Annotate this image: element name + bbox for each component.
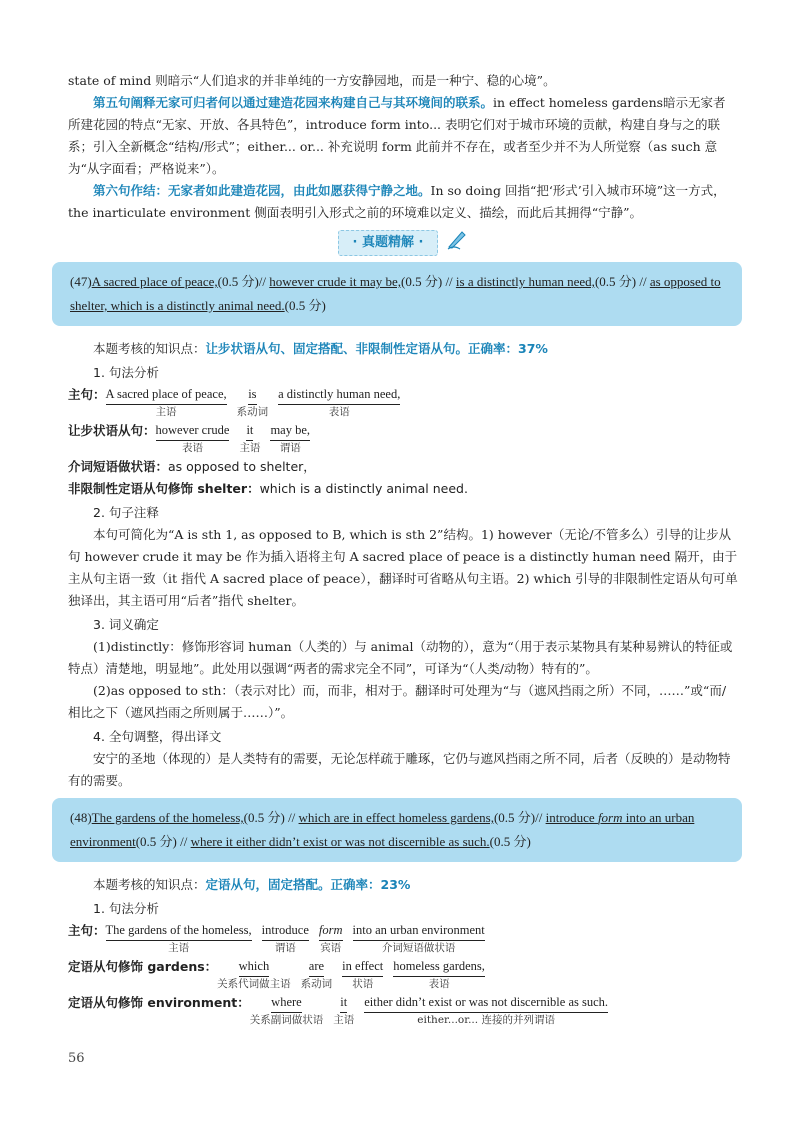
syntax-word: is xyxy=(248,384,256,405)
syntax-role: 主语 xyxy=(155,406,177,418)
syntax-text: as opposed to shelter， xyxy=(168,459,316,474)
syntax-word: where xyxy=(271,992,302,1013)
q48-main-clause-row xyxy=(68,920,738,956)
syntax-cell xyxy=(393,956,485,991)
syntax-cell xyxy=(239,420,260,455)
q47-prep-line xyxy=(68,456,738,478)
syntax-word: form xyxy=(319,920,343,941)
q47-mark-3: (0.5 分) // xyxy=(594,274,647,289)
paragraph-5-heading: 第五句阐释无家可归者何以通过建造花园来构建自己与其环境间的联系。 xyxy=(93,95,494,110)
syntax-cell xyxy=(262,920,309,955)
row-label: 介词短语做状语： xyxy=(68,459,169,474)
q47-heading-4: 4. 全句调整，得出译文 xyxy=(93,729,222,744)
q47-concessive-row xyxy=(68,420,738,456)
section-banner-label: · 真题精解 · xyxy=(338,230,439,256)
q47-mark-4: (0.5 分) xyxy=(284,298,326,313)
q47-mark-2: (0.5 分) // xyxy=(401,274,453,289)
syntax-word: either didn’t exist or was not discernible as such. xyxy=(364,992,608,1013)
q48-segment-1: The gardens of the homeless, xyxy=(91,810,244,825)
q48-knowledge-point xyxy=(68,874,738,896)
syntax-cell xyxy=(270,420,310,455)
syntax-role: 主语 xyxy=(333,1014,355,1026)
syntax-role: 关系代词做主语 xyxy=(217,978,291,990)
q48-heading-1: 1. 句法分析 xyxy=(93,901,159,916)
q47-heading-1: 1. 句法分析 xyxy=(93,365,159,380)
page-content xyxy=(68,70,738,1028)
syntax-word: a distinctly human need, xyxy=(278,384,400,405)
syntax-cell xyxy=(237,384,269,419)
q48-mark-4: (0.5 分) xyxy=(489,834,531,849)
q48-mark-2: (0.5 分)// xyxy=(493,810,543,825)
syntax-cell xyxy=(278,384,400,419)
syntax-word: A sacred place of peace, xyxy=(106,384,227,405)
syntax-cell xyxy=(319,920,343,955)
syntax-role: 谓语 xyxy=(274,942,296,954)
row-label: 定语从句修饰 gardens： xyxy=(68,959,218,974)
q47-segment-1: A sacred place of peace, xyxy=(91,274,218,289)
syntax-role: 介词短语做状语 xyxy=(381,942,456,954)
question-48-box xyxy=(52,798,742,862)
paragraph-6-heading: 第六句作结：无家者如此建造花园，由此如愿获得宁静之地。 xyxy=(93,183,431,198)
q48-segment-3a: introduce xyxy=(545,810,598,825)
q47-mark-1: (0.5 分)// xyxy=(217,274,267,289)
pen-icon xyxy=(446,228,468,257)
kp-prefix: 本题考核的知识点： xyxy=(93,877,206,892)
q48-segment-4: where it either didn’t exist or was not discernible as such. xyxy=(190,834,490,849)
row-label: 主句： xyxy=(68,387,106,402)
q47-knowledge-point xyxy=(68,338,738,360)
row-label: 定语从句修饰 environment： xyxy=(68,995,250,1010)
syntax-word: it xyxy=(340,992,347,1013)
section-banner xyxy=(68,228,738,254)
q48-environment-clause-row xyxy=(68,992,738,1028)
q47-nrc-line xyxy=(68,478,738,500)
q48-segment-3b: into an urban environment xyxy=(70,810,695,849)
syntax-cell xyxy=(250,992,324,1027)
accuracy-rate: 37% xyxy=(518,341,548,356)
syntax-role: either...or... 连接的并列谓语 xyxy=(417,1014,555,1026)
q47-word-1: (1)distinctly：修饰形容词 human（人类的）与 animal（动物的），意为“（用于表示某物具有某种易辨认的特征或特点）清楚地，明显地”。此处用以强调“两者的需求完全不同”，可译为“（人类/动物）特有的”。 xyxy=(68,639,733,676)
syntax-role: 状语 xyxy=(352,978,374,990)
syntax-cell xyxy=(217,956,291,991)
syntax-role: 表语 xyxy=(428,978,450,990)
q48-mark-1: (0.5 分) // xyxy=(243,810,296,825)
paragraph-6 xyxy=(68,180,738,224)
q48-segment-2: which are in effect homeless gardens, xyxy=(298,810,494,825)
syntax-cell xyxy=(333,992,354,1027)
syntax-role: 表语 xyxy=(181,442,203,454)
syntax-role: 系动词 xyxy=(236,406,269,418)
accuracy-rate: 23% xyxy=(380,877,411,892)
kp-prefix: 本题考核的知识点： xyxy=(93,341,206,356)
q48-gardens-clause-row xyxy=(68,956,738,992)
syntax-cell xyxy=(156,420,230,455)
paragraph-6-body: In so doing 回指“把‘形式’引入城市环境”这一方式，the inarticulate environment 侧面表明引入形式之前的环境难以定义、描绘，而此后其拥得“宁静”。 xyxy=(68,183,726,220)
paragraph-5-body: in effect homeless gardens暗示无家者所建花园的特点“无家、开放、各具特色”，introduce form into... 表明它们对于城市环境的贡献，构建自身与之的联系；引入全新概念“结构/形式”；either... or... 补充说明 form 此前并不存在，或者至少并不为人所觉察（as such 意为“从字面看；严格说来”）。 xyxy=(68,95,726,176)
paragraph-5 xyxy=(68,92,738,180)
q48-mark-3: (0.5 分) // xyxy=(135,834,188,849)
syntax-cell xyxy=(106,384,227,419)
q48-form-word: form xyxy=(597,810,623,825)
paragraph-line: state of mind 则暗示“人们追求的并非单纯的一方安静园地，而是一种宁、稳的心境”。 xyxy=(68,73,556,88)
syntax-word: are xyxy=(309,956,324,977)
syntax-role: 系动词 xyxy=(300,978,333,990)
syntax-word: however crude xyxy=(156,420,230,441)
question-47-box xyxy=(52,262,742,326)
q47-number: (47) xyxy=(70,274,92,289)
syntax-role: 关系副词做状语 xyxy=(249,1014,324,1026)
page-number: 56 xyxy=(68,1051,85,1066)
q47-translation: 安宁的圣地（体现的）是人类特有的需要，无论怎样疏于雕琢，它仍与遮风挡雨之所不同，后者（反映的）是动物特有的需要。 xyxy=(68,751,731,788)
syntax-word: homeless gardens, xyxy=(393,956,485,977)
syntax-cell xyxy=(106,920,252,955)
syntax-role: 主语 xyxy=(239,442,261,454)
syntax-role: 宾语 xyxy=(320,942,342,954)
q47-heading-2: 2. 句子注释 xyxy=(93,505,159,520)
syntax-word: which xyxy=(239,956,270,977)
syntax-word: may be, xyxy=(270,420,310,441)
row-label: 让步状语从句： xyxy=(68,423,156,438)
syntax-word: introduce xyxy=(262,920,309,941)
syntax-role: 表语 xyxy=(328,406,350,418)
syntax-word: in effect xyxy=(342,956,383,977)
q48-number: (48) xyxy=(70,810,92,825)
syntax-cell xyxy=(301,956,333,991)
syntax-word: it xyxy=(246,420,253,441)
q47-note: 本句可简化为“A is sth 1, as opposed to B, which is sth 2”结构。1) however（无论/不管多么）引导的让步从句 however crude it may be 作为插入语将主句 A sacred place of peace is a distinctly human need 隔开，由于主从句主语一致（it 指代 A sacred place of peace），翻译时可省略从句主语。2) which 引导的非限制性定语从句可单独译出，其主语可用“后者”指代 shelter。 xyxy=(68,527,738,608)
row-label: 主句： xyxy=(68,923,106,938)
syntax-word: The gardens of the homeless, xyxy=(106,920,252,941)
syntax-role: 主语 xyxy=(168,942,190,954)
q47-segment-4: as opposed to shelter, which is a distinctly animal need. xyxy=(70,274,721,313)
syntax-word: into an urban environment xyxy=(353,920,485,941)
syntax-cell xyxy=(342,956,383,991)
kp-bold: 让步状语从句、固定搭配、非限制性定语从句。正确率： xyxy=(205,341,519,356)
syntax-text: which is a distinctly animal need. xyxy=(259,481,468,496)
kp-bold: 定语从句，固定搭配。正确率： xyxy=(205,877,381,892)
q47-main-clause-row xyxy=(68,384,738,420)
q47-heading-3: 3. 词义确定 xyxy=(93,617,159,632)
q47-segment-3: is a distinctly human need, xyxy=(455,274,595,289)
q47-word-2: (2)as opposed to sth：（表示对比）而，而非，相对于。翻译时可处理为“与（遮风挡雨之所）不同，……”或“而/相比之下（遮风挡雨之所则属于……）”。 xyxy=(68,683,727,720)
row-label: 非限制性定语从句修饰 shelter： xyxy=(68,481,260,496)
syntax-role: 谓语 xyxy=(279,442,301,454)
syntax-cell xyxy=(364,992,608,1027)
q47-segment-2: however crude it may be, xyxy=(269,274,402,289)
syntax-cell xyxy=(353,920,485,955)
